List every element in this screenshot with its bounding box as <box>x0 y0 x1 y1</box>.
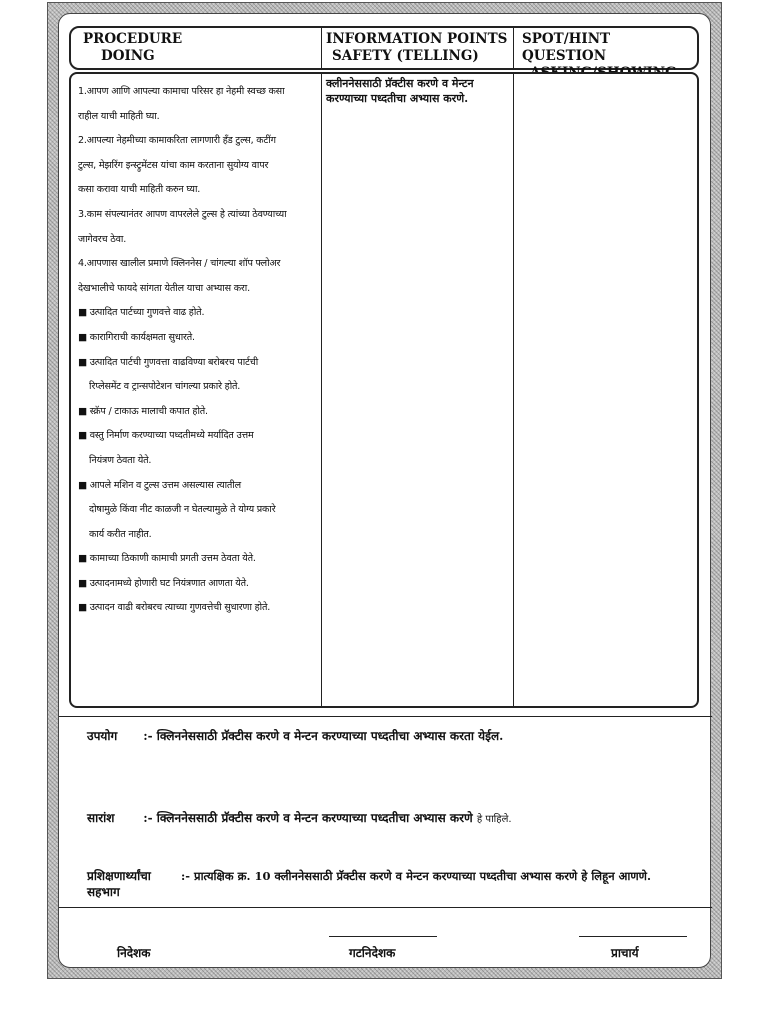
procedure-bullet: ■ उत्पादित पार्टच्या गुणवत्ते वाढ होते. <box>78 307 205 319</box>
signature-group-instructor: गटनिदेशक <box>349 946 396 960</box>
header-procedure-line1: PROCEDURE <box>83 31 183 47</box>
procedure-bullet: ■ वस्तु निर्माण करण्याच्या पध्दतीमध्ये मर्यादित उत्तम <box>78 430 254 442</box>
signature-principal: प्राचार्य <box>611 946 639 960</box>
information-points-text: क्लीननेससाठी प्रॅक्टीस करणे व मेन्टन करण्याच्या पध्दतीचा अभ्यास करणे. <box>326 77 474 105</box>
procedure-bullet: ■ उत्पादित पार्टची गुणवत्ता वाढविण्या बरोबरच पार्टची <box>78 356 259 368</box>
procedure-bullet: ■ आपले मशिन व टुल्स उत्तम असल्यास त्यातील <box>78 479 241 491</box>
upyog-label: उपयोग <box>87 729 118 743</box>
header-procedure <box>71 28 321 68</box>
signature-line-center <box>329 936 437 937</box>
procedure-line: टुल्स, मेझरिंग इन्स्ट्रुमेंटस यांचा काम करताना सुयोग्य वापर <box>78 159 269 171</box>
procedure-bullet: ■ स्क्रॅप / टाकाऊ मालाची कपात होते. <box>78 405 208 417</box>
procedure-bullet: ■ उत्पादनामध्ये होणारी घट नियंत्रणात आणता येते. <box>78 577 249 589</box>
upyog-row <box>87 728 503 744</box>
signature-line-right <box>579 936 687 937</box>
procedure-bullet: ■ कारागिराची कार्यक्षमता सुधारते. <box>78 331 195 343</box>
trainee-label-line2: सहभाग <box>87 885 120 899</box>
header-information-points <box>321 28 513 68</box>
procedure-line: जागेवरच ठेवा. <box>78 233 127 245</box>
procedure-line: राहील याची माहिती घ्या. <box>78 110 160 122</box>
trainee-text: :- प्रात्यक्षिक क्र. 10 क्लीननेससाठी प्रॅक्टीस करणे व मेन्टन करण्याच्या पध्दतीचा अभ्यास करणे हे लिहून आणणे. <box>181 869 651 883</box>
procedure-bullet-continuation: कार्य करीत नाहीत. <box>89 528 152 540</box>
worksheet <box>58 13 711 968</box>
information-points-column <box>321 74 513 706</box>
table-header-row <box>69 26 699 70</box>
procedure-column <box>71 74 321 706</box>
procedure-line: 4.आपणास खालील प्रमाणे क्लिननेस / चांगल्या शॉप फ्लोअर <box>78 258 281 270</box>
header-spot-hint <box>513 28 697 68</box>
upyog-text: :- क्लिननेससाठी प्रॅक्टीस करणे व मेन्टन करण्याच्या पध्दतीचा अभ्यास करता येईल. <box>143 729 504 743</box>
procedure-bullet: ■ कामाच्या ठिकाणी कामाची प्रगती उत्तम ठेवता येते. <box>78 553 256 565</box>
signature-instructor: निदेशक <box>117 946 151 960</box>
procedure-line: कसा करावा याची माहिती करुन घ्या. <box>78 184 201 196</box>
procedure-bullet-continuation: रिप्लेसमेंट व ट्रान्सपोटेशन चांगल्या प्रकारे होते. <box>89 381 241 393</box>
signature-divider <box>59 907 712 908</box>
section-divider <box>59 716 712 717</box>
trainee-participation-row <box>87 868 151 900</box>
saransh-row <box>87 810 512 828</box>
table-body-row <box>69 72 699 708</box>
trainee-label-line1: प्रशिक्षणार्थ्यांचा <box>87 869 151 883</box>
procedure-bullet: ■ उत्पादन वाढी बरोबरच त्याच्या गुणवत्तेची सुधारणा होते. <box>78 602 271 614</box>
saransh-text: :- क्लिननेससाठी प्रॅक्टीस करणे व मेन्टन करण्याच्या पध्दतीचा अभ्यास करणे <box>143 811 473 825</box>
header-procedure-line2: DOING <box>101 48 155 64</box>
header-spot-line1: SPOT/HINT QUESTION <box>522 31 611 64</box>
procedure-line: 2.आपल्या नेहमीच्या कामाकरिता लागणारी हँड टुल्स, कटींग <box>78 135 276 147</box>
header-information-line1: INFORMATION POINTS <box>326 31 508 47</box>
header-information-line2: SAFETY (TELLING) <box>332 48 479 64</box>
saransh-suffix: हे पाहिले. <box>476 814 512 825</box>
spot-hint-column <box>513 74 697 706</box>
procedure-bullet-continuation: दोषामुळे किंवा नीट काळजी न घेतल्यामुळे ते योग्य प्रकारे <box>89 504 276 516</box>
procedure-line: देखभालीचे फायदे सांगता येतील याचा अभ्यास करा. <box>78 282 250 294</box>
saransh-label: सारांश <box>87 811 115 825</box>
procedure-bullet-continuation: नियंत्रण ठेवता येते. <box>89 454 152 466</box>
procedure-line: 3.काम संपल्यानंतर आपण वापरलेले टुल्स हे त्यांच्या ठेवण्याच्या <box>78 208 287 220</box>
page-border-frame <box>47 2 722 979</box>
procedure-line: 1.आपण आणि आपल्या कामाचा परिसर हा नेहमी स्वच्छ कसा <box>78 86 285 97</box>
